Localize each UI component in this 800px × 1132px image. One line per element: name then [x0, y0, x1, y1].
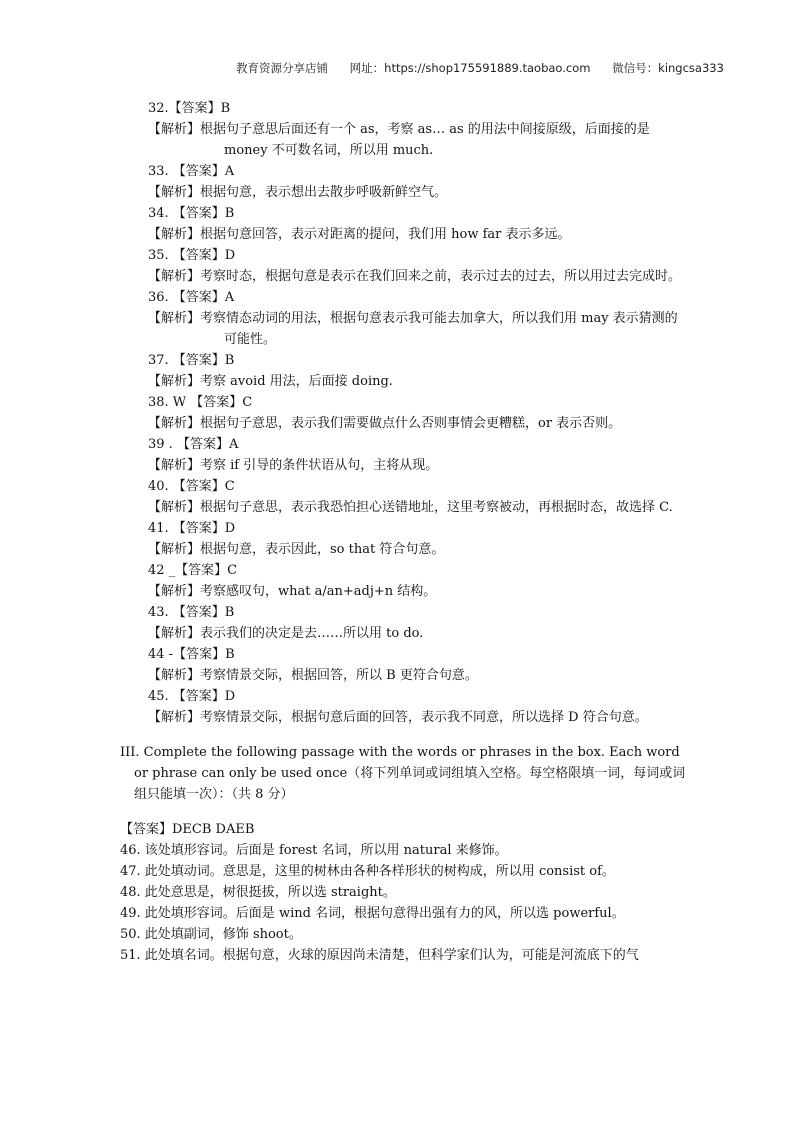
shop-url: 网址：https://shop175591889.taobao.com — [349, 61, 591, 75]
explanation-line — [120, 707, 690, 728]
explanation-line — [120, 413, 690, 434]
explanation-line — [120, 224, 690, 245]
section-3-line: 49. 此处填形容词。后面是 wind 名词，根据句意得出强有力的风，所以选 powerful。 — [120, 906, 625, 921]
answer-line: 40. 【答案】C — [148, 479, 235, 494]
explanation-text: 【解析】考察 avoid 用法，后面接 doing. — [148, 374, 393, 389]
section-3-answer: 【答案】DECB DAEB — [120, 822, 255, 837]
answer-line: 32.【答案】B — [148, 101, 231, 116]
explanation-line — [120, 497, 690, 518]
explanation-text: 【解析】根据句意回答，表示对距离的提问，我们用 how far 表示多远。 — [148, 227, 571, 242]
answer-line: 37. 【答案】B — [148, 353, 235, 368]
shop-name: 教育资源分享店铺 — [236, 61, 328, 75]
explanation-text: 【解析】根据句子意思，表示我们需要做点什么否则事情会更糟糕，or 表示否则。 — [148, 416, 622, 431]
answer-line: 43. 【答案】B — [148, 605, 235, 620]
explanation-text: 【解析】表示我们的决定是去……所以用 to do. — [148, 626, 424, 641]
section-3-line: 46. 该处填形容词。后面是 forest 名词，所以用 natural 来修饰。 — [120, 843, 508, 858]
section-3-line: 48. 此处意思是，树很挺拔，所以选 straight。 — [120, 885, 396, 900]
section-3-line: 51. 此处填名词。根据句意，火球的原因尚未清楚，但科学家们认为，可能是河流底下的气 — [120, 948, 639, 963]
answer-line: 41. 【答案】D — [148, 521, 236, 536]
explanation-line — [120, 623, 690, 644]
explanation-line — [120, 182, 690, 203]
explanation-text: 【解析】考察时态，根据句意是表示在我们回来之前，表示过去的过去，所以用过去完成时。 — [148, 269, 682, 284]
explanation-text: 【解析】根据句意，表示想出去散步呼吸新鲜空气。 — [148, 185, 448, 200]
explanation-text: 【解析】考察情景交际，根据回答，所以 B 更符合句意。 — [148, 668, 478, 683]
explanation-line — [120, 455, 690, 476]
explanation-line — [120, 539, 690, 560]
answer-line: 36. 【答案】A — [148, 290, 235, 305]
page-header — [236, 60, 742, 76]
answer-line: 45. 【答案】D — [148, 689, 236, 704]
explanation-text: 【解析】考察情态动词的用法，根据句意表示我可能去加拿大，所以我们用 may 表示猜测的可能性。 — [148, 311, 678, 347]
explanation-line — [120, 308, 690, 350]
answer-line: 34. 【答案】B — [148, 206, 235, 221]
answer-key — [120, 98, 690, 966]
explanation-text: 【解析】考察 if 引导的条件状语从句，主将从现。 — [148, 458, 439, 473]
section-3-lines — [120, 840, 690, 966]
answer-line: 44 -【答案】B — [148, 647, 235, 662]
explanation-line — [120, 581, 690, 602]
answer-list — [120, 98, 690, 728]
explanation-line — [120, 665, 690, 686]
explanation-line — [120, 371, 690, 392]
section-3-line: 50. 此处填副词，修饰 shoot。 — [120, 927, 302, 942]
explanation-line — [120, 119, 690, 161]
answer-line: 33. 【答案】A — [148, 164, 235, 179]
answer-line: 39 . 【答案】A — [148, 437, 239, 452]
explanation-text: 【解析】考察情景交际，根据句意后面的回答，表示我不同意，所以选择 D 符合句意。 — [148, 710, 648, 725]
answer-line: 42 _【答案】C — [148, 563, 238, 578]
explanation-line — [120, 266, 690, 287]
explanation-text: 【解析】考察感叹句，what a/an+adj+n 结构。 — [148, 584, 437, 599]
explanation-text: 【解析】根据句子意思后面还有一个 as，考察 as… as 的用法中间接原级，后面接的是money 不可数名词，所以用 much. — [148, 122, 650, 158]
explanation-text: 【解析】根据句意，表示因此，so that 符合句意。 — [148, 542, 445, 557]
wechat-id: 微信号：kingcsa333 — [612, 61, 724, 75]
answer-line: 38. W 【答案】C — [148, 395, 253, 410]
explanation-text: 【解析】根据句子意思，表示我恐怕担心送错地址，这里考察被动，再根据时态，故选择 C. — [148, 500, 673, 515]
section-3-heading: III. Complete the following passage with the words or phrases in the box. Each word or phrase can only be used once（将下列单词或词组填入空格。每空格限填一词，每词或词组只能填一次）：（共 8 分） — [120, 745, 686, 802]
section-3-line: 47. 此处填动词。意思是，这里的树林由各种各样形状的树构成，所以用 consist of。 — [120, 864, 615, 879]
answer-line: 35. 【答案】D — [148, 248, 236, 263]
